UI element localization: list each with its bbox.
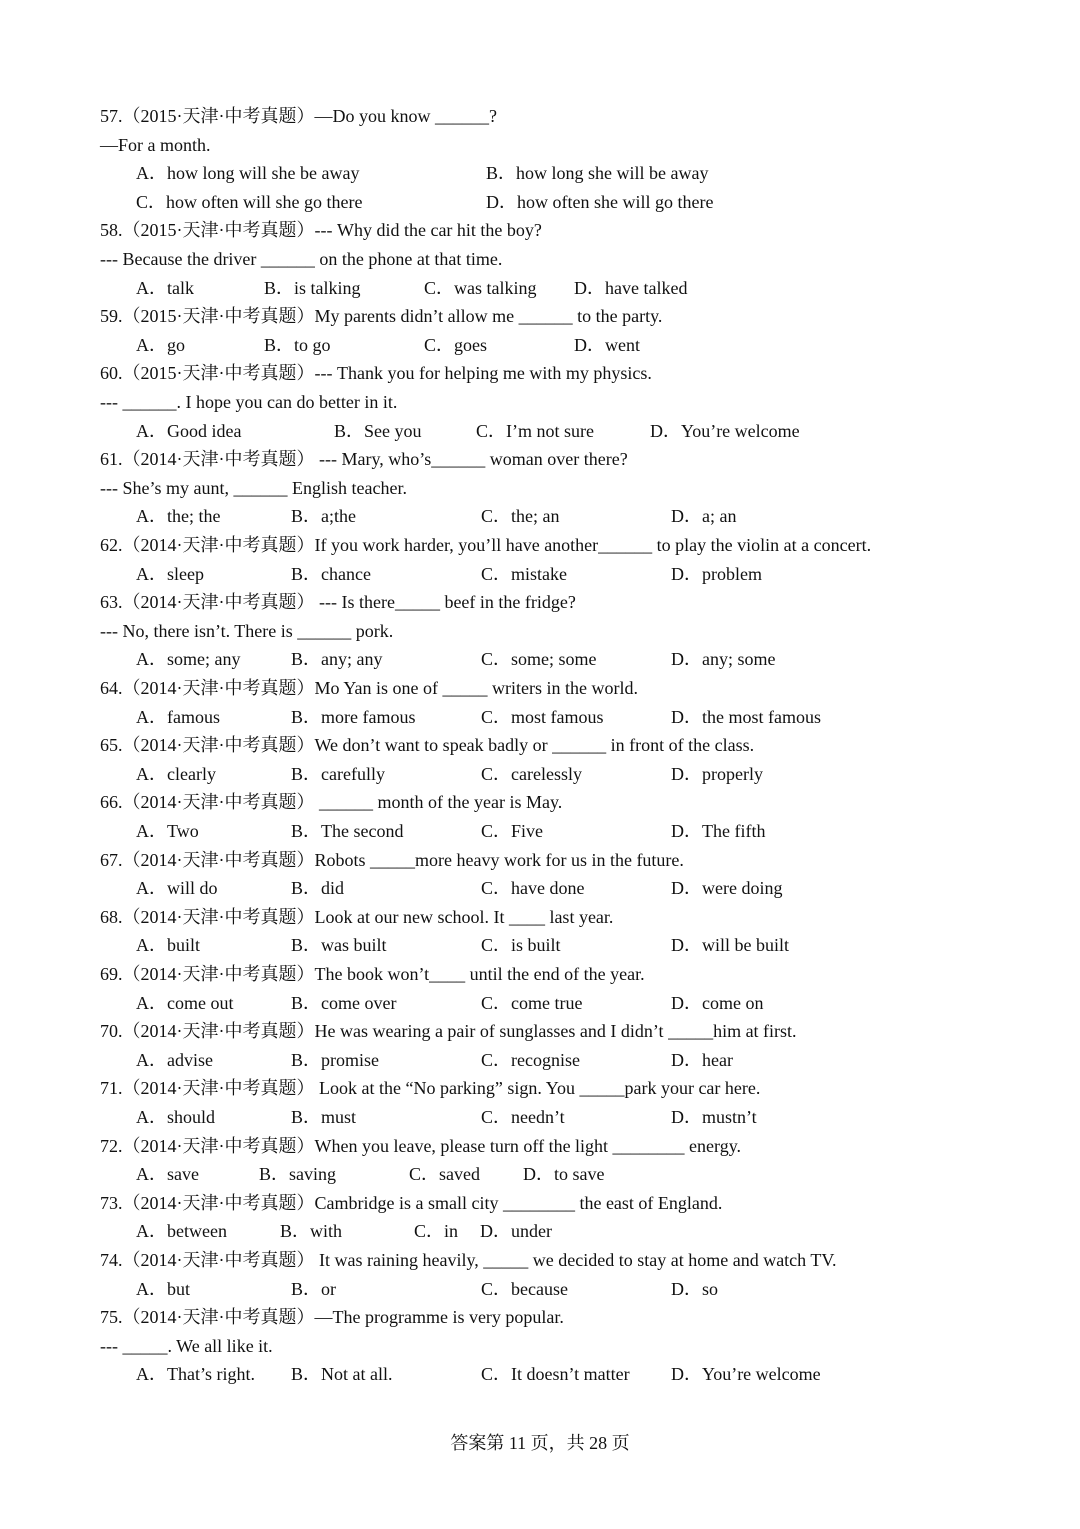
question-stem: 71.（2014·天津·中考真题） Look at the “No parking” sign. You _____park your car here.	[100, 1078, 761, 1099]
answer-option: C．have done	[481, 878, 585, 899]
options-row	[136, 931, 1016, 959]
answer-option: B．with	[280, 1221, 343, 1242]
answer-option: C．is built	[481, 935, 561, 956]
answer-option: B．chance	[291, 563, 371, 584]
question-stem: 61.（2014·天津·中考真题） --- Mary, who’s______ woman over there?	[100, 449, 628, 470]
answer-option: D．You’re welcome	[671, 1364, 821, 1385]
answer-option: B．The second	[291, 821, 404, 841]
options-row	[136, 817, 1016, 845]
answer-option: A．clearly	[136, 763, 216, 784]
answer-option: B．come over	[291, 992, 397, 1013]
answer-option: D．to save	[523, 1164, 605, 1185]
answer-option: C．needn’t	[481, 1107, 565, 1127]
answer-option: D．hear	[671, 1049, 733, 1070]
answer-option: A．built	[136, 935, 201, 956]
answer-option: B．any; any	[291, 649, 383, 670]
options-row	[136, 502, 1016, 530]
answer-option: A．some; any	[136, 649, 241, 670]
options-row	[136, 703, 1016, 731]
question-stem: 74.（2014·天津·中考真题） It was raining heavily, _____ we decided to stay at home and watch TV.	[100, 1250, 837, 1270]
answer-option: D．any; some	[671, 649, 776, 670]
answer-option: C．how often will she go there	[136, 191, 363, 212]
answer-option: D．were doing	[671, 878, 783, 899]
answer-option: B．is talking	[264, 277, 361, 298]
answer-option: D．problem	[671, 563, 762, 584]
answer-option: B．saving	[259, 1164, 337, 1185]
answer-option: C．mistake	[481, 563, 567, 584]
question-line: --- ______. I hope you can do better in it.	[100, 392, 398, 412]
question-line: —For a month.	[100, 134, 211, 155]
options-row	[136, 331, 1016, 359]
answer-option: C．Five	[481, 821, 544, 841]
options-row	[136, 159, 1016, 187]
question-stem: 59.（2015·天津·中考真题）My parents didn’t allow me ______ to the party.	[100, 306, 663, 327]
answer-option: A．should	[136, 1107, 216, 1127]
options-row	[136, 989, 1016, 1017]
answer-option: B．Not at all.	[291, 1364, 393, 1385]
answer-option: C．the; an	[481, 506, 560, 527]
answer-option: A．how long will she be away	[136, 163, 360, 184]
question-line: --- She’s my aunt, ______ English teacher.	[100, 477, 407, 498]
answer-option: A．the; the	[136, 506, 221, 527]
answer-option: C．goes	[424, 334, 487, 355]
question-stem: 57.（2015·天津·中考真题）—Do you know ______?	[100, 106, 497, 126]
question-stem: 58.（2015·天津·中考真题）--- Why did the car hit the boy?	[100, 220, 542, 241]
answer-option: C．It doesn’t matter	[481, 1364, 630, 1385]
answer-option: D．mustn’t	[671, 1107, 757, 1127]
answer-option: D．come on	[671, 992, 764, 1013]
question-stem: 66.（2014·天津·中考真题） ______ month of the year is May.	[100, 792, 563, 813]
answer-option: A．Good idea	[136, 420, 242, 441]
answer-option: C．because	[481, 1278, 568, 1299]
question-line: --- Because the driver ______ on the phone at that time.	[100, 249, 503, 269]
answer-option: A．Two	[136, 821, 199, 841]
answer-option: D．have talked	[574, 277, 688, 298]
answer-option: B．See you	[334, 420, 422, 441]
question-stem: 68.（2014·天津·中考真题）Look at our new school. It ____ last year.	[100, 906, 614, 927]
question-stem: 67.（2014·天津·中考真题）Robots _____more heavy work for us in the future.	[100, 849, 684, 870]
answer-option: C．was talking	[424, 277, 537, 298]
question-stem: 60.（2015·天津·中考真题）--- Thank you for helping me with my physics.	[100, 363, 652, 384]
question-stem: 64.（2014·天津·中考真题）Mo Yan is one of _____ writers in the world.	[100, 678, 638, 698]
answer-option: B．must	[291, 1107, 357, 1127]
answer-option: C．saved	[409, 1164, 480, 1185]
question-stem: 62.（2014·天津·中考真题）If you work harder, you’ll have another______ to play the violin at a concert.	[100, 535, 872, 555]
answer-option: B．to go	[264, 334, 331, 355]
question-stem: 75.（2014·天津·中考真题）—The programme is very popular.	[100, 1307, 564, 1328]
answer-option: C．carelessly	[481, 763, 582, 784]
answer-option: A．but	[136, 1278, 190, 1299]
answer-option: A．advise	[136, 1049, 213, 1070]
answer-option: A．That’s right.	[136, 1364, 255, 1385]
options-row	[136, 1046, 1016, 1074]
answer-option: C．I’m not sure	[476, 420, 594, 441]
answer-option: A．between	[136, 1221, 227, 1242]
question-line: --- No, there isn’t. There is ______ pork.	[100, 620, 394, 641]
page-footer: 答案第 11 页，共 28 页	[450, 1433, 630, 1453]
question-stem: 63.（2014·天津·中考真题） --- Is there_____ beef in the fridge?	[100, 592, 576, 613]
answer-option: C．most famous	[481, 706, 604, 727]
answer-option: D．properly	[671, 763, 763, 784]
answer-option: A．save	[136, 1164, 199, 1185]
question-stem: 70.（2014·天津·中考真题）He was wearing a pair of sunglasses and I didn’t _____him at first.	[100, 1021, 797, 1042]
options-row	[136, 274, 1016, 302]
answer-option: C．in	[414, 1221, 459, 1242]
answer-option: A．will do	[136, 878, 218, 899]
answer-option: D．the most famous	[671, 706, 821, 727]
question-stem: 73.（2014·天津·中考真题）Cambridge is a small city ________ the east of England.	[100, 1192, 723, 1213]
question-line: --- _____. We all like it.	[100, 1335, 273, 1356]
answer-option: D．went	[574, 334, 640, 355]
question-stem: 65.（2014·天津·中考真题）We don’t want to speak badly or ______ in front of the class.	[100, 735, 755, 756]
question-stem: 69.（2014·天津·中考真题）The book won’t____ until the end of the year.	[100, 964, 645, 984]
options-row	[136, 188, 1016, 216]
answer-option: B．how long she will be away	[486, 163, 709, 184]
answer-option: D．how often she will go there	[486, 191, 714, 212]
options-row	[136, 1160, 1016, 1188]
answer-option: B．carefully	[291, 763, 385, 784]
answer-option: B．or	[291, 1278, 336, 1299]
answer-option: D．The fifth	[671, 821, 766, 841]
answer-option: A．talk	[136, 277, 194, 298]
answer-option: C．come true	[481, 992, 583, 1013]
answer-option: B．more famous	[291, 706, 416, 727]
answer-option: D．so	[671, 1278, 719, 1299]
answer-option: B．was built	[291, 935, 387, 956]
answer-option: C．recognise	[481, 1049, 580, 1070]
options-row	[136, 560, 1016, 588]
answer-option: A．come out	[136, 992, 234, 1013]
answer-option: D．a; an	[671, 506, 737, 527]
answer-option: A．go	[136, 334, 185, 355]
options-row	[136, 1103, 1016, 1131]
options-row	[136, 874, 1016, 902]
answer-option: A．sleep	[136, 563, 204, 584]
options-row	[136, 1217, 1016, 1245]
answer-option: D．You’re welcome	[650, 420, 800, 441]
answer-option: B．promise	[291, 1049, 379, 1070]
question-stem: 72.（2014·天津·中考真题）When you leave, please turn off the light ________ energy.	[100, 1135, 742, 1156]
answer-option: A．famous	[136, 706, 220, 727]
options-row	[136, 1275, 1016, 1303]
answer-option: B．a;the	[291, 506, 356, 527]
answer-option: D．will be built	[671, 935, 789, 956]
options-row	[136, 417, 1016, 445]
answer-option: C．some; some	[481, 649, 597, 670]
answer-option: D．under	[480, 1221, 552, 1242]
options-row	[136, 1360, 1016, 1388]
answer-option: B．did	[291, 878, 345, 899]
options-row	[136, 760, 1016, 788]
options-row	[136, 645, 1016, 673]
